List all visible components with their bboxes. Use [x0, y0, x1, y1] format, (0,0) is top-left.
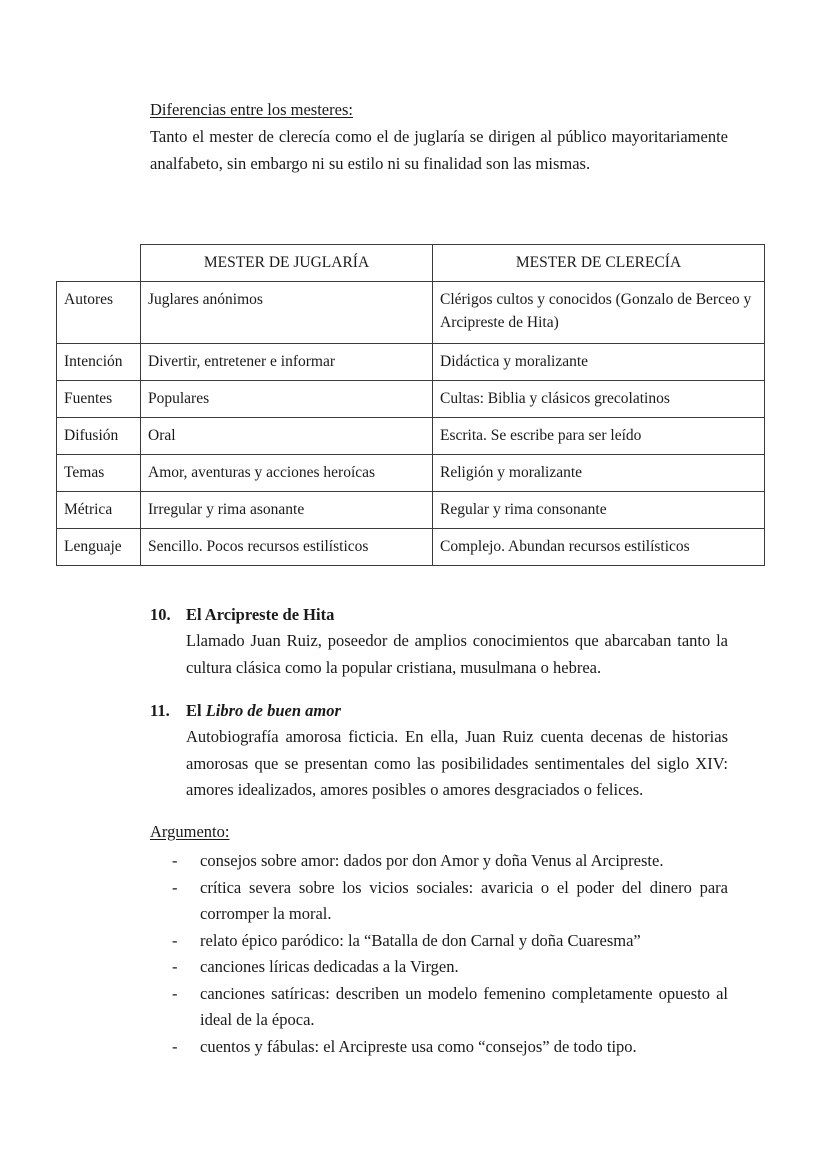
table-corner-cell: [57, 245, 141, 282]
dash-bullet-icon: -: [172, 957, 178, 976]
list-item-text: canciones satíricas: describen un modelo femenino completamente opuesto al ideal de la época.: [200, 983, 728, 1029]
mesteres-comparison-table: [56, 244, 765, 566]
cell-clerecia-intencion: Didáctica y moralizante: [433, 344, 765, 381]
row-label-intencion: Intención: [57, 344, 141, 381]
list-item: [150, 981, 728, 1034]
list-item-text: relato épico paródico: la “Batalla de don Carnal y doña Cuaresma”: [200, 930, 641, 950]
dash-bullet-icon: -: [172, 851, 178, 870]
cell-clerecia-difusion: Escrita. Se escribe para ser leído: [433, 418, 765, 455]
cell-juglaria-intencion: Divertir, entretener e informar: [141, 344, 433, 381]
section-11-heading: [150, 699, 728, 723]
table-row: [57, 529, 765, 566]
intro-block: [150, 98, 728, 177]
row-label-lenguaje: Lenguaje: [57, 529, 141, 566]
cell-clerecia-fuentes: Cultas: Biblia y clásicos grecolatinos: [433, 381, 765, 418]
cell-clerecia-temas: Religión y moralizante: [433, 455, 765, 492]
dash-bullet-icon: -: [172, 983, 178, 1003]
list-item-text: consejos sobre amor: dados por don Amor y doña Venus al Arcipreste.: [200, 851, 664, 870]
argumento-block: [150, 820, 728, 1060]
section-libro-de-buen-amor: [150, 699, 728, 804]
dash-bullet-icon: -: [172, 930, 178, 950]
cell-clerecia-metrica: Regular y rima consonante: [433, 492, 765, 529]
row-label-difusion: Difusión: [57, 418, 141, 455]
list-item-text: cuentos y fábulas: el Arcipreste usa como “consejos” de todo tipo.: [200, 1036, 637, 1056]
row-label-metrica: Métrica: [57, 492, 141, 529]
dash-bullet-icon: -: [172, 877, 178, 897]
table-row: [57, 418, 765, 455]
cell-juglaria-temas: Amor, aventuras y acciones heroícas: [141, 455, 433, 492]
argumento-list: [150, 848, 728, 1060]
column-header-clerecia: MESTER DE CLERECÍA: [433, 245, 765, 282]
section-10-number: 10.: [150, 605, 171, 624]
list-item: [150, 1034, 728, 1061]
table-row: [57, 344, 765, 381]
row-label-fuentes: Fuentes: [57, 381, 141, 418]
section-10-paragraph: Llamado Juan Ruiz, poseedor de amplios conocimientos que abarcaban tanto la cultura clásica como la popular cristiana, musulmana o hebrea.: [186, 631, 728, 677]
table-row: [57, 492, 765, 529]
section-11-paragraph: Autobiografía amorosa ficticia. En ella, Juan Ruiz cuenta decenas de historias amorosas que se presentan como las posibilidades sentimentales del siglo XIV: amores idealizados, amores posibles o amores desgraciados o felices.: [186, 727, 728, 799]
cell-juglaria-fuentes: Populares: [141, 381, 433, 418]
list-item: [150, 848, 728, 875]
row-label-temas: Temas: [57, 455, 141, 492]
argumento-heading: Argumento:: [150, 822, 230, 841]
cell-clerecia-lenguaje: Complejo. Abundan recursos estilísticos: [433, 529, 765, 566]
section-11-title-plain: El: [186, 701, 206, 720]
cell-juglaria-autores: Juglares anónimos: [141, 282, 433, 344]
table-row: [57, 381, 765, 418]
section-11-number: 11.: [150, 701, 170, 720]
list-item-text: canciones líricas dedicadas a la Virgen.: [200, 957, 459, 976]
table-header-row: [57, 245, 765, 282]
list-item: [150, 875, 728, 928]
table-row: [57, 455, 765, 492]
list-item: [150, 954, 728, 981]
argumento-heading-wrap: [150, 820, 728, 844]
table-row: [57, 282, 765, 344]
column-header-juglaria: MESTER DE JUGLARÍA: [141, 245, 433, 282]
table-body: [57, 282, 765, 566]
cell-juglaria-difusion: Oral: [141, 418, 433, 455]
list-item-text: crítica severa sobre los vicios sociales: avaricia o el poder del dinero para corromper la moral.: [200, 877, 728, 923]
section-10-title: El Arcipreste de Hita: [186, 605, 335, 624]
list-item: [150, 928, 728, 955]
section-11-title-italic: Libro de buen amor: [205, 701, 341, 720]
dash-bullet-icon: -: [172, 1036, 178, 1056]
cell-juglaria-lenguaje: Sencillo. Pocos recursos estilísticos: [141, 529, 433, 566]
cell-clerecia-autores: Clérigos cultos y conocidos (Gonzalo de Berceo y Arcipreste de Hita): [433, 282, 765, 344]
section-arcipreste-de-hita: [150, 603, 728, 681]
intro-heading: Diferencias entre los mesteres:: [150, 100, 353, 119]
section-10-heading: [150, 603, 728, 627]
intro-paragraph: Tanto el mester de clerecía como el de juglaría se dirigen al público mayoritariamente analfabeto, sin embargo ni su estilo ni su finalidad son las mismas.: [150, 127, 728, 173]
cell-juglaria-metrica: Irregular y rima asonante: [141, 492, 433, 529]
row-label-autores: Autores: [57, 282, 141, 344]
